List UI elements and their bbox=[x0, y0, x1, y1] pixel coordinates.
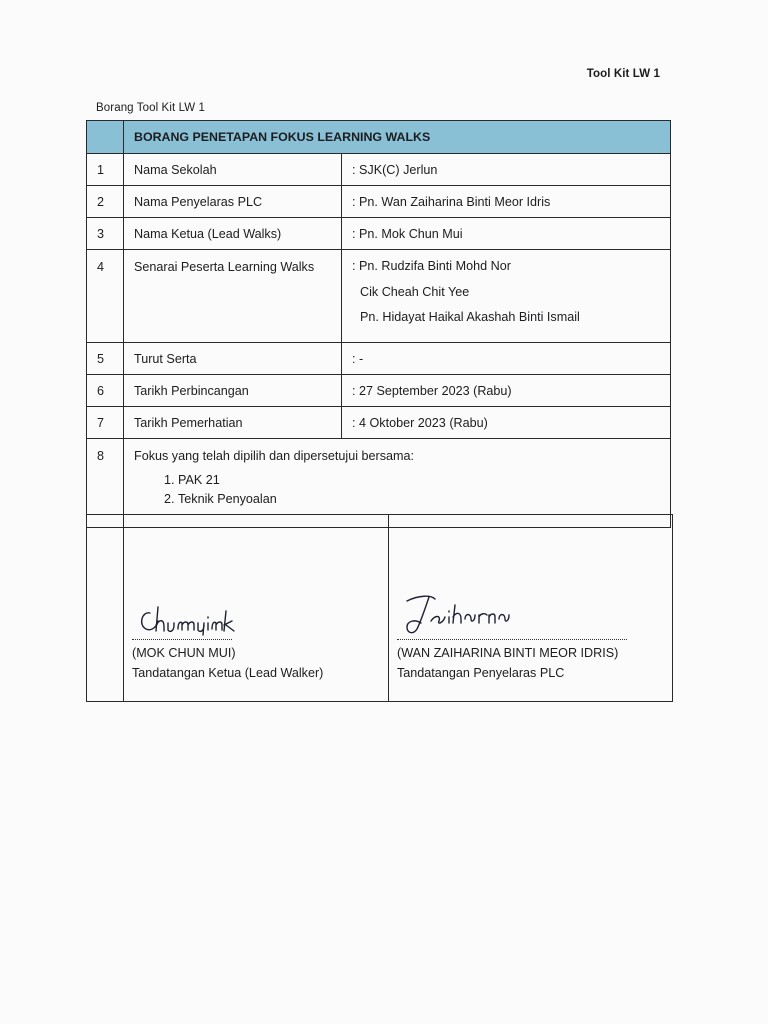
row-value: : - bbox=[342, 343, 671, 375]
table-row bbox=[87, 154, 671, 186]
focus-item: 2. Teknik Penyoalan bbox=[178, 490, 660, 509]
lead-walker-role: Tandatangan Ketua (Lead Walker) bbox=[132, 666, 324, 680]
row-number: 4 bbox=[87, 250, 124, 343]
table-title: BORANG PENETAPAN FOKUS LEARNING WALKS bbox=[124, 121, 671, 154]
lead-walker-signature-block bbox=[124, 515, 389, 702]
row-number: 6 bbox=[87, 375, 124, 407]
focus-intro: Fokus yang telah dipilih dan dipersetujui bersama: bbox=[134, 449, 415, 463]
participant-name: Cik Cheah Chit Yee bbox=[360, 284, 470, 299]
focus-form-table bbox=[86, 120, 671, 528]
row-value: : 27 September 2023 (Rabu) bbox=[342, 375, 671, 407]
row-label: Nama Sekolah bbox=[124, 154, 342, 186]
row-label: Nama Ketua (Lead Walks) bbox=[124, 218, 342, 250]
table-row bbox=[87, 407, 671, 439]
form-name: Borang Tool Kit LW 1 bbox=[96, 102, 205, 114]
row-value: : SJK(C) Jerlun bbox=[342, 154, 671, 186]
focus-list bbox=[134, 471, 660, 509]
table-row bbox=[87, 343, 671, 375]
signature-line bbox=[132, 639, 232, 640]
row-value: : 4 Oktober 2023 (Rabu) bbox=[342, 407, 671, 439]
row-number: 8 bbox=[87, 439, 124, 528]
participant-name: Pn. Hidayat Haikal Akashah Binti Ismail bbox=[360, 310, 580, 324]
lead-walker-signature bbox=[136, 603, 246, 637]
row-label: Tarikh Pemerhatian bbox=[124, 407, 342, 439]
table-row bbox=[87, 250, 671, 343]
table-title-row bbox=[87, 121, 671, 154]
row-label: Senarai Peserta Learning Walks bbox=[124, 250, 342, 343]
table-row bbox=[87, 218, 671, 250]
plc-coordinator-name: (WAN ZAIHARINA BINTI MEOR IDRIS) bbox=[397, 646, 619, 660]
row-number: 5 bbox=[87, 343, 124, 375]
row-number: 7 bbox=[87, 407, 124, 439]
participant-name: : Pn. Rudzifa Binti Mohd Nor bbox=[352, 259, 511, 273]
row-number: 3 bbox=[87, 218, 124, 250]
table-row bbox=[87, 375, 671, 407]
row-label: Nama Penyelaras PLC bbox=[124, 186, 342, 218]
row-value: : Pn. Mok Chun Mui bbox=[342, 218, 671, 250]
participant-list bbox=[342, 250, 671, 343]
table-row bbox=[87, 186, 671, 218]
focus-item: 1. PAK 21 bbox=[178, 471, 660, 490]
plc-coordinator-signature-block bbox=[389, 515, 673, 702]
row-label: Turut Serta bbox=[124, 343, 342, 375]
row-label: Tarikh Perbincangan bbox=[124, 375, 342, 407]
plc-coordinator-role: Tandatangan Penyelaras PLC bbox=[397, 666, 565, 680]
signature-line bbox=[397, 639, 627, 640]
plc-coordinator-signature bbox=[401, 591, 511, 637]
row-number: 1 bbox=[87, 154, 124, 186]
toolkit-code: Tool Kit LW 1 bbox=[586, 68, 660, 80]
row-number: 2 bbox=[87, 186, 124, 218]
signature-table bbox=[86, 514, 673, 702]
lead-walker-name: (MOK CHUN MUI) bbox=[132, 646, 236, 660]
row-value: : Pn. Wan Zaiharina Binti Meor Idris bbox=[342, 186, 671, 218]
